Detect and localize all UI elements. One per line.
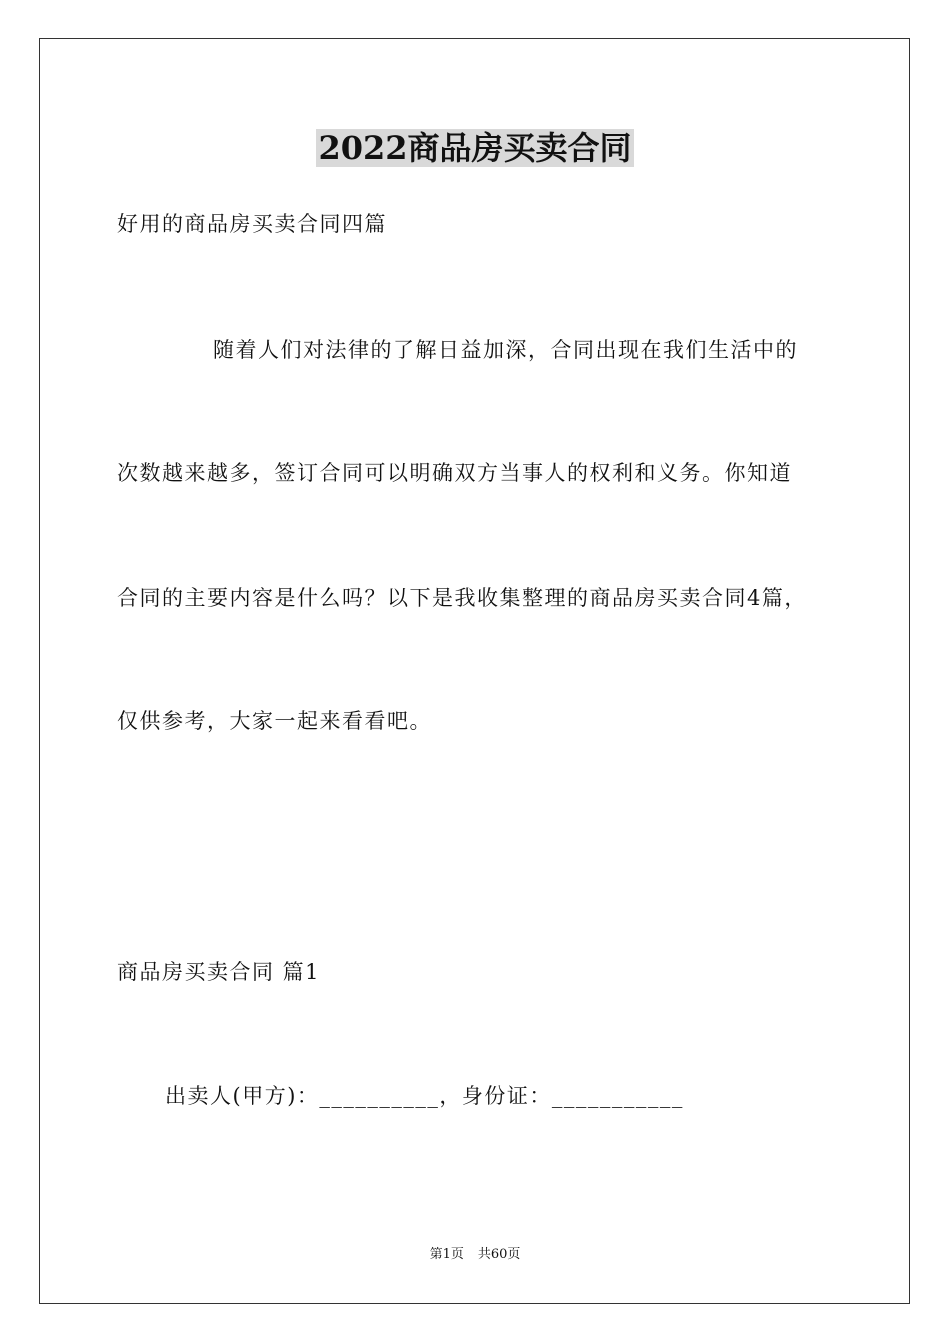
page-footer xyxy=(0,1246,950,1264)
document-title xyxy=(0,126,950,170)
intro-line-4: 仅供参考，大家一起来看看吧。 xyxy=(117,709,432,733)
intro-line-1: 随着人们对法律的了解日益加深，合同出现在我们生活中的 xyxy=(213,338,798,362)
seller-line: 出卖人(甲方)：__________，身份证：___________ xyxy=(165,1084,684,1108)
section-heading: 商品房买卖合同 篇1 xyxy=(117,960,321,984)
page-number: 第1页 xyxy=(429,1247,464,1262)
document-subtitle: 好用的商品房买卖合同四篇 xyxy=(117,212,387,236)
total-pages: 共60页 xyxy=(477,1247,521,1262)
document-title-text: 2022商品房买卖合同 xyxy=(318,129,632,167)
intro-line-2: 次数越来越多，签订合同可以明确双方当事人的权利和义务。你知道 xyxy=(117,461,792,485)
intro-line-3: 合同的主要内容是什么吗？以下是我收集整理的商品房买卖合同4篇， xyxy=(117,586,807,610)
